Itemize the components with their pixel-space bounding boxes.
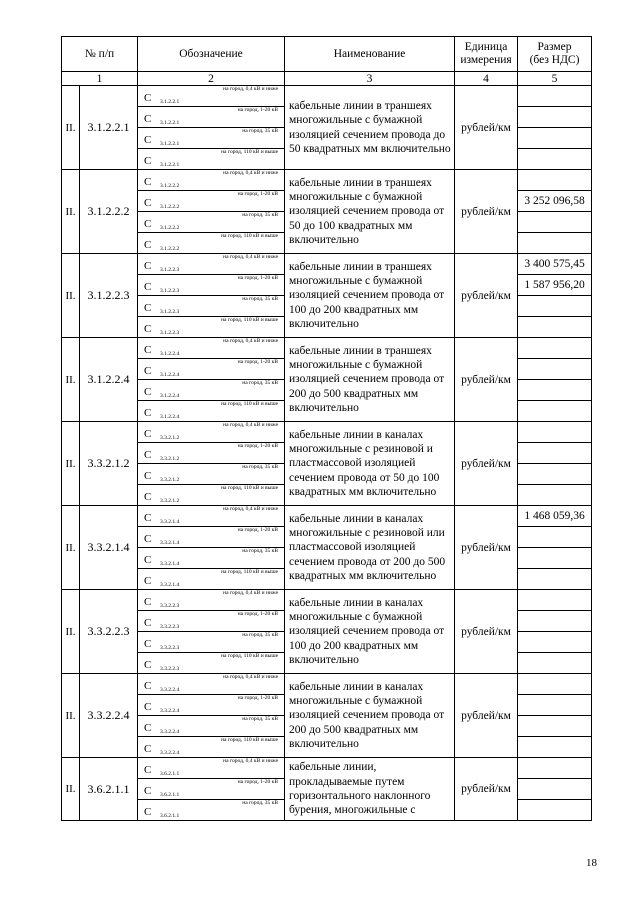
designation-letter: С xyxy=(144,302,152,314)
designation-cell xyxy=(138,380,285,401)
size-value xyxy=(518,128,592,149)
row-name: кабельные линии в траншеях многожильные с бумажной изоляцией сечением провода от 200 до 500 квадратных мм включительно xyxy=(285,338,455,422)
row-prefix: II. xyxy=(62,86,80,170)
voltage-label: на город, 110 кВ и выше xyxy=(221,653,279,659)
designation-cell xyxy=(138,611,285,632)
designation-cell xyxy=(138,338,285,359)
size-value xyxy=(518,443,592,464)
designation-cell xyxy=(138,485,285,506)
designation-letter: С xyxy=(144,764,152,776)
designation-letter: С xyxy=(144,554,152,566)
designation-letter: С xyxy=(144,491,152,503)
row-name: кабельные линии в траншеях многожильные с бумажной изоляцией сечением провода от 100 до 200 квадратных мм включительно xyxy=(285,254,455,338)
voltage-label: на город, 110 кВ и выше xyxy=(221,737,279,743)
voltage-label: на город, 1-20 кВ xyxy=(237,107,279,113)
designation-subscript: 3.3.2.2.3 xyxy=(160,666,180,672)
designation-cell xyxy=(138,800,285,821)
row-name: кабельные линии, прокладываемые путем горизонтального наклонного бурения, многожильные с xyxy=(285,758,455,821)
size-value xyxy=(518,674,592,695)
size-value xyxy=(518,758,592,779)
designation-letter: С xyxy=(144,743,152,755)
header-unit xyxy=(455,37,518,72)
size-value xyxy=(518,779,592,800)
size-value xyxy=(518,464,592,485)
row-prefix: II. xyxy=(62,170,80,254)
designation-cell xyxy=(138,716,285,737)
voltage-label: на город, 35 кВ xyxy=(242,548,279,554)
column-number: 2 xyxy=(138,72,285,86)
voltage-label: на город, 0,4 кВ и ниже xyxy=(223,254,279,260)
size-value xyxy=(518,107,592,128)
voltage-label: на город, 1-20 кВ xyxy=(237,527,279,533)
designation-subscript: 3.1.2.2.2 xyxy=(160,204,180,210)
designation-cell xyxy=(138,506,285,527)
designation-subscript: 3.3.2.1.2 xyxy=(160,477,180,483)
designation-letter: С xyxy=(144,428,152,440)
designation-subscript: 3.1.2.2.1 xyxy=(160,99,180,105)
designation-cell xyxy=(138,275,285,296)
designation-letter: С xyxy=(144,512,152,524)
designation-cell xyxy=(138,443,285,464)
designation-subscript: 3.1.2.2.2 xyxy=(160,183,180,189)
designation-subscript: 3.6.2.1.1 xyxy=(160,792,180,798)
row-prefix: II. xyxy=(62,674,80,758)
row-unit: рублей/км xyxy=(455,422,518,506)
designation-cell xyxy=(138,149,285,170)
designation-subscript: 3.3.2.1.2 xyxy=(160,435,180,441)
header-row xyxy=(62,37,592,72)
row-name: кабельные линии в каналах многожильные с резиновой и пластмассовой изоляцией сечением провода от 50 до 100 квадратных мм включительно xyxy=(285,422,455,506)
voltage-label: на город, 35 кВ xyxy=(242,380,279,386)
voltage-label: на город, 35 кВ xyxy=(242,128,279,134)
designation-subscript: 3.3.2.1.4 xyxy=(160,561,180,567)
designation-letter: С xyxy=(144,197,152,209)
designation-cell xyxy=(138,86,285,107)
designation-letter: С xyxy=(144,155,152,167)
row-unit: рублей/км xyxy=(455,674,518,758)
column-number: 5 xyxy=(518,72,592,86)
designation-cell xyxy=(138,296,285,317)
designation-subscript: 3.1.2.2.1 xyxy=(160,120,180,126)
designation-letter: С xyxy=(144,533,152,545)
header-designation-label: Обозначение xyxy=(179,47,243,60)
size-value xyxy=(518,569,592,590)
designation-cell xyxy=(138,128,285,149)
designation-letter: С xyxy=(144,785,152,797)
designation-subscript: 3.1.2.2.4 xyxy=(160,351,180,357)
designation-subscript: 3.1.2.2.3 xyxy=(160,309,180,315)
designation-cell xyxy=(138,737,285,758)
designation-letter: С xyxy=(144,365,152,377)
row-code: 3.1.2.2.3 xyxy=(80,254,138,338)
size-value xyxy=(518,800,592,821)
designation-letter: С xyxy=(144,134,152,146)
designation-letter: С xyxy=(144,218,152,230)
designation-cell xyxy=(138,548,285,569)
designation-letter: С xyxy=(144,344,152,356)
voltage-label: на город, 35 кВ xyxy=(242,464,279,470)
size-value: 1 587 956,20 xyxy=(518,275,592,296)
voltage-label: на город, 0,4 кВ и ниже xyxy=(223,506,279,512)
voltage-label: на город, 110 кВ и выше xyxy=(221,317,279,323)
designation-letter: С xyxy=(144,701,152,713)
size-value xyxy=(518,527,592,548)
table-body xyxy=(62,86,592,821)
designation-letter: С xyxy=(144,176,152,188)
voltage-label: на город, 0,4 кВ и ниже xyxy=(223,758,279,764)
size-value xyxy=(518,296,592,317)
designation-subscript: 3.1.2.2.3 xyxy=(160,330,180,336)
row-prefix: II. xyxy=(62,338,80,422)
row-unit: рублей/км xyxy=(455,338,518,422)
designation-cell xyxy=(138,317,285,338)
designation-subscript: 3.1.2.2.1 xyxy=(160,141,180,147)
voltage-label: на город, 35 кВ xyxy=(242,632,279,638)
size-value xyxy=(518,611,592,632)
designation-subscript: 3.1.2.2.2 xyxy=(160,225,180,231)
voltage-label: на город, 0,4 кВ и ниже xyxy=(223,674,279,680)
voltage-label: на город, 1-20 кВ xyxy=(237,443,279,449)
voltage-label: на город, 110 кВ и выше xyxy=(221,401,279,407)
row-code: 3.1.2.2.2 xyxy=(80,170,138,254)
designation-letter: С xyxy=(144,596,152,608)
designation-letter: С xyxy=(144,92,152,104)
table-row xyxy=(62,254,592,275)
designation-subscript: 3.6.2.1.1 xyxy=(160,771,180,777)
designation-subscript: 3.6.2.1.1 xyxy=(160,813,180,819)
table-row xyxy=(62,758,592,779)
designation-cell xyxy=(138,422,285,443)
row-code: 3.3.2.1.4 xyxy=(80,506,138,590)
size-value: 1 468 059,36 xyxy=(518,506,592,527)
row-prefix: II. xyxy=(62,506,80,590)
designation-subscript: 3.1.2.2.4 xyxy=(160,393,180,399)
designation-subscript: 3.3.2.1.4 xyxy=(160,582,180,588)
voltage-label: на город, 1-20 кВ xyxy=(237,359,279,365)
size-value xyxy=(518,653,592,674)
designation-letter: С xyxy=(144,617,152,629)
designation-letter: С xyxy=(144,407,152,419)
table-row xyxy=(62,170,592,191)
designation-subscript: 3.3.2.2.3 xyxy=(160,603,180,609)
designation-cell xyxy=(138,527,285,548)
voltage-label: на город, 0,4 кВ и ниже xyxy=(223,170,279,176)
designation-subscript: 3.3.2.2.4 xyxy=(160,750,180,756)
designation-subscript: 3.3.2.2.3 xyxy=(160,624,180,630)
designation-cell xyxy=(138,401,285,422)
row-name: кабельные линии в каналах многожильные с резиновой или пластмассовой изоляцией сечением провода от 200 до 500 квадратных мм включительно xyxy=(285,506,455,590)
designation-subscript: 3.1.2.2.3 xyxy=(160,267,180,273)
table-row xyxy=(62,590,592,611)
voltage-label: на город, 35 кВ xyxy=(242,212,279,218)
row-name: кабельные линии в каналах многожильные с бумажной изоляцией сечением провода от 100 до 200 квадратных мм включительно xyxy=(285,590,455,674)
voltage-label: на город, 110 кВ и выше xyxy=(221,569,279,575)
column-number: 3 xyxy=(285,72,455,86)
designation-subscript: 3.3.2.1.2 xyxy=(160,456,180,462)
row-name: кабельные линии в каналах многожильные с бумажной изоляцией сечением провода от 200 до 500 квадратных мм включительно xyxy=(285,674,455,758)
designation-subscript: 3.3.2.2.4 xyxy=(160,729,180,735)
header-name xyxy=(285,37,455,72)
size-value xyxy=(518,401,592,422)
voltage-label: на город, 1-20 кВ xyxy=(237,275,279,281)
designation-subscript: 3.1.2.2.4 xyxy=(160,372,180,378)
size-value: 3 400 575,45 xyxy=(518,254,592,275)
size-value: 3 252 096,58 xyxy=(518,191,592,212)
row-code: 3.6.2.1.1 xyxy=(80,758,138,821)
table-row xyxy=(62,86,592,107)
header-size xyxy=(518,37,592,72)
designation-subscript: 3.3.2.2.4 xyxy=(160,687,180,693)
size-value xyxy=(518,632,592,653)
designation-subscript: 3.3.2.1.4 xyxy=(160,519,180,525)
row-code: 3.1.2.2.1 xyxy=(80,86,138,170)
size-value xyxy=(518,590,592,611)
voltage-label: на город, 110 кВ и выше xyxy=(221,485,279,491)
row-prefix: II. xyxy=(62,422,80,506)
row-unit: рублей/км xyxy=(455,590,518,674)
header-size-line1: Размер xyxy=(537,41,572,53)
size-value xyxy=(518,338,592,359)
row-prefix: II. xyxy=(62,254,80,338)
voltage-label: на город, 110 кВ и выше xyxy=(221,233,279,239)
designation-letter: С xyxy=(144,575,152,587)
size-value xyxy=(518,380,592,401)
row-unit: рублей/км xyxy=(455,506,518,590)
designation-subscript: 3.1.2.2.1 xyxy=(160,162,180,168)
size-value xyxy=(518,695,592,716)
voltage-label: на город, 1-20 кВ xyxy=(237,779,279,785)
size-value xyxy=(518,212,592,233)
size-value xyxy=(518,737,592,758)
header-name-label: Наименование xyxy=(333,47,406,60)
row-name: кабельные линии в траншеях многожильные с бумажной изоляцией сечением провода до 50 квадратных мм включительно xyxy=(285,86,455,170)
designation-subscript: 3.1.2.2.2 xyxy=(160,246,180,252)
header-designation xyxy=(138,37,285,72)
row-unit: рублей/км xyxy=(455,170,518,254)
designation-cell xyxy=(138,107,285,128)
voltage-label: на город, 1-20 кВ xyxy=(237,695,279,701)
designation-subscript: 3.1.2.2.3 xyxy=(160,288,180,294)
voltage-label: на город, 0,4 кВ и ниже xyxy=(223,338,279,344)
size-value xyxy=(518,485,592,506)
designation-subscript: 3.3.2.2.4 xyxy=(160,708,180,714)
designation-letter: С xyxy=(144,680,152,692)
row-name: кабельные линии в траншеях многожильные с бумажной изоляцией сечением провода от 50 до 100 квадратных мм включительно xyxy=(285,170,455,254)
column-number-row xyxy=(62,72,592,86)
designation-cell xyxy=(138,674,285,695)
designation-subscript: 3.3.2.1.4 xyxy=(160,540,180,546)
size-value xyxy=(518,149,592,170)
size-value xyxy=(518,170,592,191)
table-row xyxy=(62,422,592,443)
row-prefix: II. xyxy=(62,758,80,821)
designation-letter: С xyxy=(144,239,152,251)
row-unit: рублей/км xyxy=(455,254,518,338)
voltage-label: на город, 1-20 кВ xyxy=(237,191,279,197)
designation-subscript: 3.1.2.2.4 xyxy=(160,414,180,420)
voltage-label: на город, 110 кВ и выше xyxy=(221,149,279,155)
designation-subscript: 3.3.2.2.3 xyxy=(160,645,180,651)
voltage-label: на город, 0,4 кВ и ниже xyxy=(223,86,279,92)
row-code: 3.3.2.2.3 xyxy=(80,590,138,674)
designation-cell xyxy=(138,254,285,275)
size-value xyxy=(518,86,592,107)
designation-cell xyxy=(138,233,285,254)
header-unit-line1: Единица xyxy=(464,41,508,53)
designation-letter: С xyxy=(144,449,152,461)
size-value xyxy=(518,422,592,443)
size-value xyxy=(518,317,592,338)
table-row xyxy=(62,674,592,695)
designation-letter: С xyxy=(144,113,152,125)
designation-letter: С xyxy=(144,638,152,650)
size-value xyxy=(518,359,592,380)
row-code: 3.3.2.1.2 xyxy=(80,422,138,506)
designation-letter: С xyxy=(144,722,152,734)
row-code: 3.1.2.2.4 xyxy=(80,338,138,422)
designation-letter: С xyxy=(144,659,152,671)
voltage-label: на город, 1-20 кВ xyxy=(237,611,279,617)
designation-cell xyxy=(138,632,285,653)
designation-cell xyxy=(138,779,285,800)
voltage-label: на город, 35 кВ xyxy=(242,800,279,806)
header-number-label: № п/п xyxy=(84,47,115,60)
designation-cell xyxy=(138,359,285,380)
row-unit: рублей/км xyxy=(455,86,518,170)
designation-letter: С xyxy=(144,386,152,398)
designation-letter: С xyxy=(144,806,152,818)
designation-subscript: 3.3.2.1.2 xyxy=(160,498,180,504)
column-number: 4 xyxy=(455,72,518,86)
tariff-table xyxy=(61,36,592,821)
row-code: 3.3.2.2.4 xyxy=(80,674,138,758)
column-number: 1 xyxy=(62,72,138,86)
designation-cell xyxy=(138,758,285,779)
voltage-label: на город, 35 кВ xyxy=(242,296,279,302)
designation-cell xyxy=(138,464,285,485)
voltage-label: на город, 0,4 кВ и ниже xyxy=(223,590,279,596)
designation-cell xyxy=(138,653,285,674)
designation-letter: С xyxy=(144,260,152,272)
voltage-label: на город, 0,4 кВ и ниже xyxy=(223,422,279,428)
header-number xyxy=(62,37,138,72)
size-value xyxy=(518,233,592,254)
header-unit-line2: измерения xyxy=(460,54,512,66)
designation-cell xyxy=(138,695,285,716)
size-value xyxy=(518,716,592,737)
row-unit: рублей/км xyxy=(455,758,518,821)
header-size-line2: (без НДС) xyxy=(529,54,580,66)
designation-cell xyxy=(138,569,285,590)
page-number: 18 xyxy=(586,857,597,869)
size-value xyxy=(518,548,592,569)
designation-cell xyxy=(138,191,285,212)
table-row xyxy=(62,506,592,527)
row-prefix: II. xyxy=(62,590,80,674)
designation-letter: С xyxy=(144,281,152,293)
designation-cell xyxy=(138,170,285,191)
voltage-label: на город, 35 кВ xyxy=(242,716,279,722)
designation-cell xyxy=(138,212,285,233)
designation-cell xyxy=(138,590,285,611)
designation-letter: С xyxy=(144,323,152,335)
table-row xyxy=(62,338,592,359)
designation-letter: С xyxy=(144,470,152,482)
